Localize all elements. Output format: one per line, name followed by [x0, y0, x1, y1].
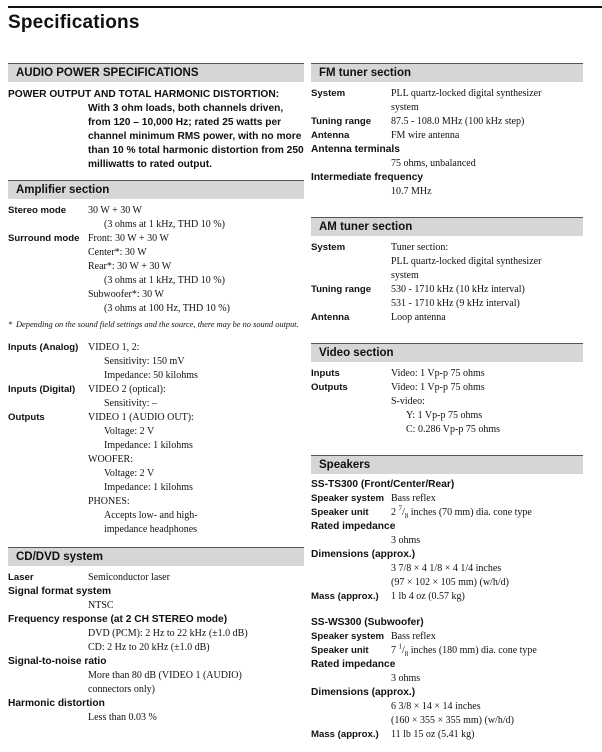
spec-row-snr — [8, 655, 304, 697]
spec-label: Laser — [8, 572, 34, 583]
spec-value: Impedance: 50 kilohms — [104, 370, 198, 381]
section-heading-am-tuner: AM tuner section — [311, 217, 583, 236]
spec-row-fm-terminals — [311, 143, 583, 171]
spec-row-fm-if — [311, 171, 583, 199]
spec-label: Mass (approx.) — [311, 729, 379, 740]
spec-value: 6 3/8 × 14 × 14 inches — [391, 701, 481, 712]
spec-row-ts-mass — [311, 590, 583, 604]
left-column — [8, 63, 304, 725]
spec-row-ws-system — [311, 630, 583, 644]
spec-value: Voltage: 2 V — [104, 468, 155, 479]
spec-value: 75 ohms, unbalanced — [391, 158, 476, 169]
spec-label: Speaker system — [311, 493, 385, 504]
spec-value: 87.5 - 108.0 MHz (100 kHz step) — [391, 116, 525, 127]
spec-row-am-antenna — [311, 311, 583, 325]
spec-label: Harmonic distortion — [8, 698, 105, 709]
spec-label: System — [311, 242, 346, 253]
spec-row-video-inputs — [311, 367, 583, 381]
page-title: Specifications — [8, 12, 140, 33]
spec-label: Speaker system — [311, 631, 385, 642]
section-heading-speakers: Speakers — [311, 455, 583, 474]
spec-value: 11 lb 15 oz (5.41 kg) — [391, 729, 475, 740]
spec-value: 7 $^1/_8$ inches (180 mm) dia. cone type — [391, 642, 537, 658]
spec-label: Tuning range — [311, 284, 372, 295]
spec-value: Y: 1 Vp-p 75 ohms — [406, 410, 483, 421]
spec-row-frequency-response — [8, 613, 304, 655]
spec-value: Front: 30 W + 30 W — [88, 233, 169, 244]
spec-value: PLL quartz-locked digital synthesizer — [391, 88, 542, 99]
spec-value: CD: 2 Hz to 20 kHz (±1.0 dB) — [88, 642, 210, 653]
spec-label: Signal format system — [8, 586, 112, 597]
spec-value: Sensitivity: 150 mV — [104, 356, 185, 367]
spec-label: Dimensions (approx.) — [311, 549, 416, 560]
footnote — [8, 319, 304, 331]
spec-value: system — [391, 102, 419, 113]
spec-value: 3 ohms — [391, 673, 421, 684]
spec-value: (3 ohms at 100 Hz, THD 10 %) — [104, 303, 230, 314]
spec-label: Speaker unit — [311, 645, 369, 656]
spec-value: 531 - 1710 kHz (9 kHz interval) — [391, 298, 520, 309]
spec-value: NTSC — [88, 600, 114, 611]
spec-value: impedance headphones — [104, 524, 198, 535]
spec-value: (97 × 102 × 105 mm) (w/h/d) — [391, 577, 509, 588]
spec-row-ws-unit — [311, 644, 583, 658]
spec-value: 10.7 MHz — [391, 186, 432, 197]
spec-label: Antenna — [311, 312, 350, 323]
spec-value: VIDEO 1 (AUDIO OUT): — [88, 412, 194, 423]
footnote-marker: * — [8, 320, 13, 329]
spec-value: Impedance: 1 kilohms — [104, 440, 193, 451]
spec-label: Stereo mode — [8, 205, 67, 216]
speaker-model-title: SS-TS300 (Front/Center/Rear) — [311, 479, 455, 490]
spec-value: Video: 1 Vp-p 75 ohms — [391, 382, 485, 393]
spec-label: Antenna terminals — [311, 144, 400, 155]
top-rule — [8, 6, 602, 8]
spec-row-signal-format — [8, 585, 304, 613]
spec-label: Signal-to-noise ratio — [8, 656, 107, 667]
spec-row-ts-system — [311, 492, 583, 506]
spec-row-fm-system — [311, 87, 583, 115]
spec-value: (3 ohms at 1 kHz, THD 10 %) — [104, 275, 225, 286]
right-column — [311, 63, 583, 742]
section-heading-video: Video section — [311, 343, 583, 362]
spec-row-inputs-digital — [8, 383, 304, 411]
spec-value: 530 - 1710 kHz (10 kHz interval) — [391, 284, 525, 295]
spec-value: VIDEO 1, 2: — [88, 342, 140, 353]
spec-row-ws-mass — [311, 728, 583, 742]
spec-row-ws-dimensions — [311, 686, 583, 728]
spec-label: Dimensions (approx.) — [311, 687, 416, 698]
spec-value: S-video: — [391, 396, 425, 407]
spec-value: More than 80 dB (VIDEO 1 (AUDIO) — [88, 670, 242, 681]
spec-value: DVD (PCM): 2 Hz to 22 kHz (±1.0 dB) — [88, 628, 248, 639]
speaker-model-title: SS-WS300 (Subwoofer) — [311, 617, 424, 628]
spec-value: Loop antenna — [391, 312, 446, 323]
spec-value: Semiconductor laser — [88, 572, 170, 583]
spec-row-ws-impedance — [311, 658, 583, 686]
spec-value: Less than 0.03 % — [88, 712, 157, 723]
spec-value: Subwoofer*: 30 W — [88, 289, 164, 300]
spec-row-ts-dimensions — [311, 548, 583, 590]
spec-value: PLL quartz-locked digital synthesizer — [391, 256, 542, 267]
spec-row-laser — [8, 571, 304, 585]
spec-row-stereo-mode — [8, 204, 304, 232]
spec-value: Bass reflex — [391, 631, 436, 642]
spec-label: Rated impedance — [311, 521, 396, 532]
spec-value: Bass reflex — [391, 493, 436, 504]
spec-label: System — [311, 88, 346, 99]
spec-label: Inputs (Digital) — [8, 384, 76, 395]
spec-row-video-outputs — [311, 381, 583, 437]
spec-row-fm-antenna — [311, 129, 583, 143]
spec-value: Impedance: 1 kilohms — [104, 482, 193, 493]
spec-row-am-tuning — [311, 283, 583, 311]
spec-value: Video: 1 Vp-p 75 ohms — [391, 368, 485, 379]
spec-label: Outputs — [311, 382, 348, 393]
spec-label: Mass (approx.) — [311, 591, 379, 602]
spec-value: 3 7/8 × 4 1/8 × 4 1/4 inches — [391, 563, 502, 574]
spec-value: (3 ohms at 1 kHz, THD 10 %) — [104, 219, 225, 230]
spec-value: system — [391, 270, 419, 281]
spec-label: Inputs — [311, 368, 340, 379]
spec-value: Rear*: 30 W + 30 W — [88, 261, 172, 272]
spec-row-surround-mode — [8, 232, 304, 316]
spec-row-am-system — [311, 241, 583, 283]
section-heading-fm-tuner: FM tuner section — [311, 63, 583, 82]
spec-value: Tuner section: — [391, 242, 449, 253]
spec-value: 1 lb 4 oz (0.57 kg) — [391, 591, 465, 602]
spec-value: PHONES: — [88, 496, 130, 507]
section-heading-amplifier: Amplifier section — [8, 180, 304, 199]
spec-value: Sensitivity: – — [104, 398, 158, 409]
spec-label: Frequency response (at 2 CH STEREO mode) — [8, 614, 228, 625]
spec-label: Speaker unit — [311, 507, 369, 518]
spec-row-outputs — [8, 411, 304, 537]
spec-value: 30 W + 30 W — [88, 205, 142, 216]
aps-body: With 3 ohm loads, both channels driven, from 120 – 10,000 Hz; rated 25 watts per channel minimum RMS power, with no more than 10 % total harmonic distortion from 250 milliwatts to rated output. — [88, 103, 304, 170]
spec-value: Accepts low- and high- — [104, 510, 198, 521]
spec-value: 3 ohms — [391, 535, 421, 546]
spec-label: Antenna — [311, 130, 350, 141]
spec-label: Rated impedance — [311, 659, 396, 670]
spec-row-ts-impedance — [311, 520, 583, 548]
spec-value: connectors only) — [88, 684, 155, 695]
spec-value: Center*: 30 W — [88, 247, 147, 258]
spec-value: VIDEO 2 (optical): — [88, 384, 166, 395]
spec-label: Outputs — [8, 412, 45, 423]
spec-row-ts-unit — [311, 506, 583, 520]
spec-label: Surround mode — [8, 233, 80, 244]
section-heading-audio-power: AUDIO POWER SPECIFICATIONS — [8, 63, 304, 82]
section-heading-cd-dvd: CD/DVD system — [8, 547, 304, 566]
spec-label: Inputs (Analog) — [8, 342, 79, 353]
spec-value: Voltage: 2 V — [104, 426, 155, 437]
spec-value: WOOFER: — [88, 454, 133, 465]
spec-row-fm-tuning — [311, 115, 583, 129]
spec-label: Tuning range — [311, 116, 372, 127]
spec-row-harmonic-distortion — [8, 697, 304, 725]
spec-label: Intermediate frequency — [311, 172, 424, 183]
spec-value: C: 0.286 Vp-p 75 ohms — [406, 424, 500, 435]
aps-subheading: POWER OUTPUT AND TOTAL HARMONIC DISTORTION: — [8, 89, 280, 100]
spec-value: FM wire antenna — [391, 130, 460, 141]
footnote-text: Depending on the sound field settings and the source, there may be no sound output. — [16, 320, 299, 329]
spec-value: 2 $^7/_8$ inches (70 mm) dia. cone type — [391, 504, 532, 520]
spec-value: (160 × 355 × 355 mm) (w/h/d) — [391, 715, 514, 726]
spec-row-inputs-analog — [8, 341, 304, 383]
